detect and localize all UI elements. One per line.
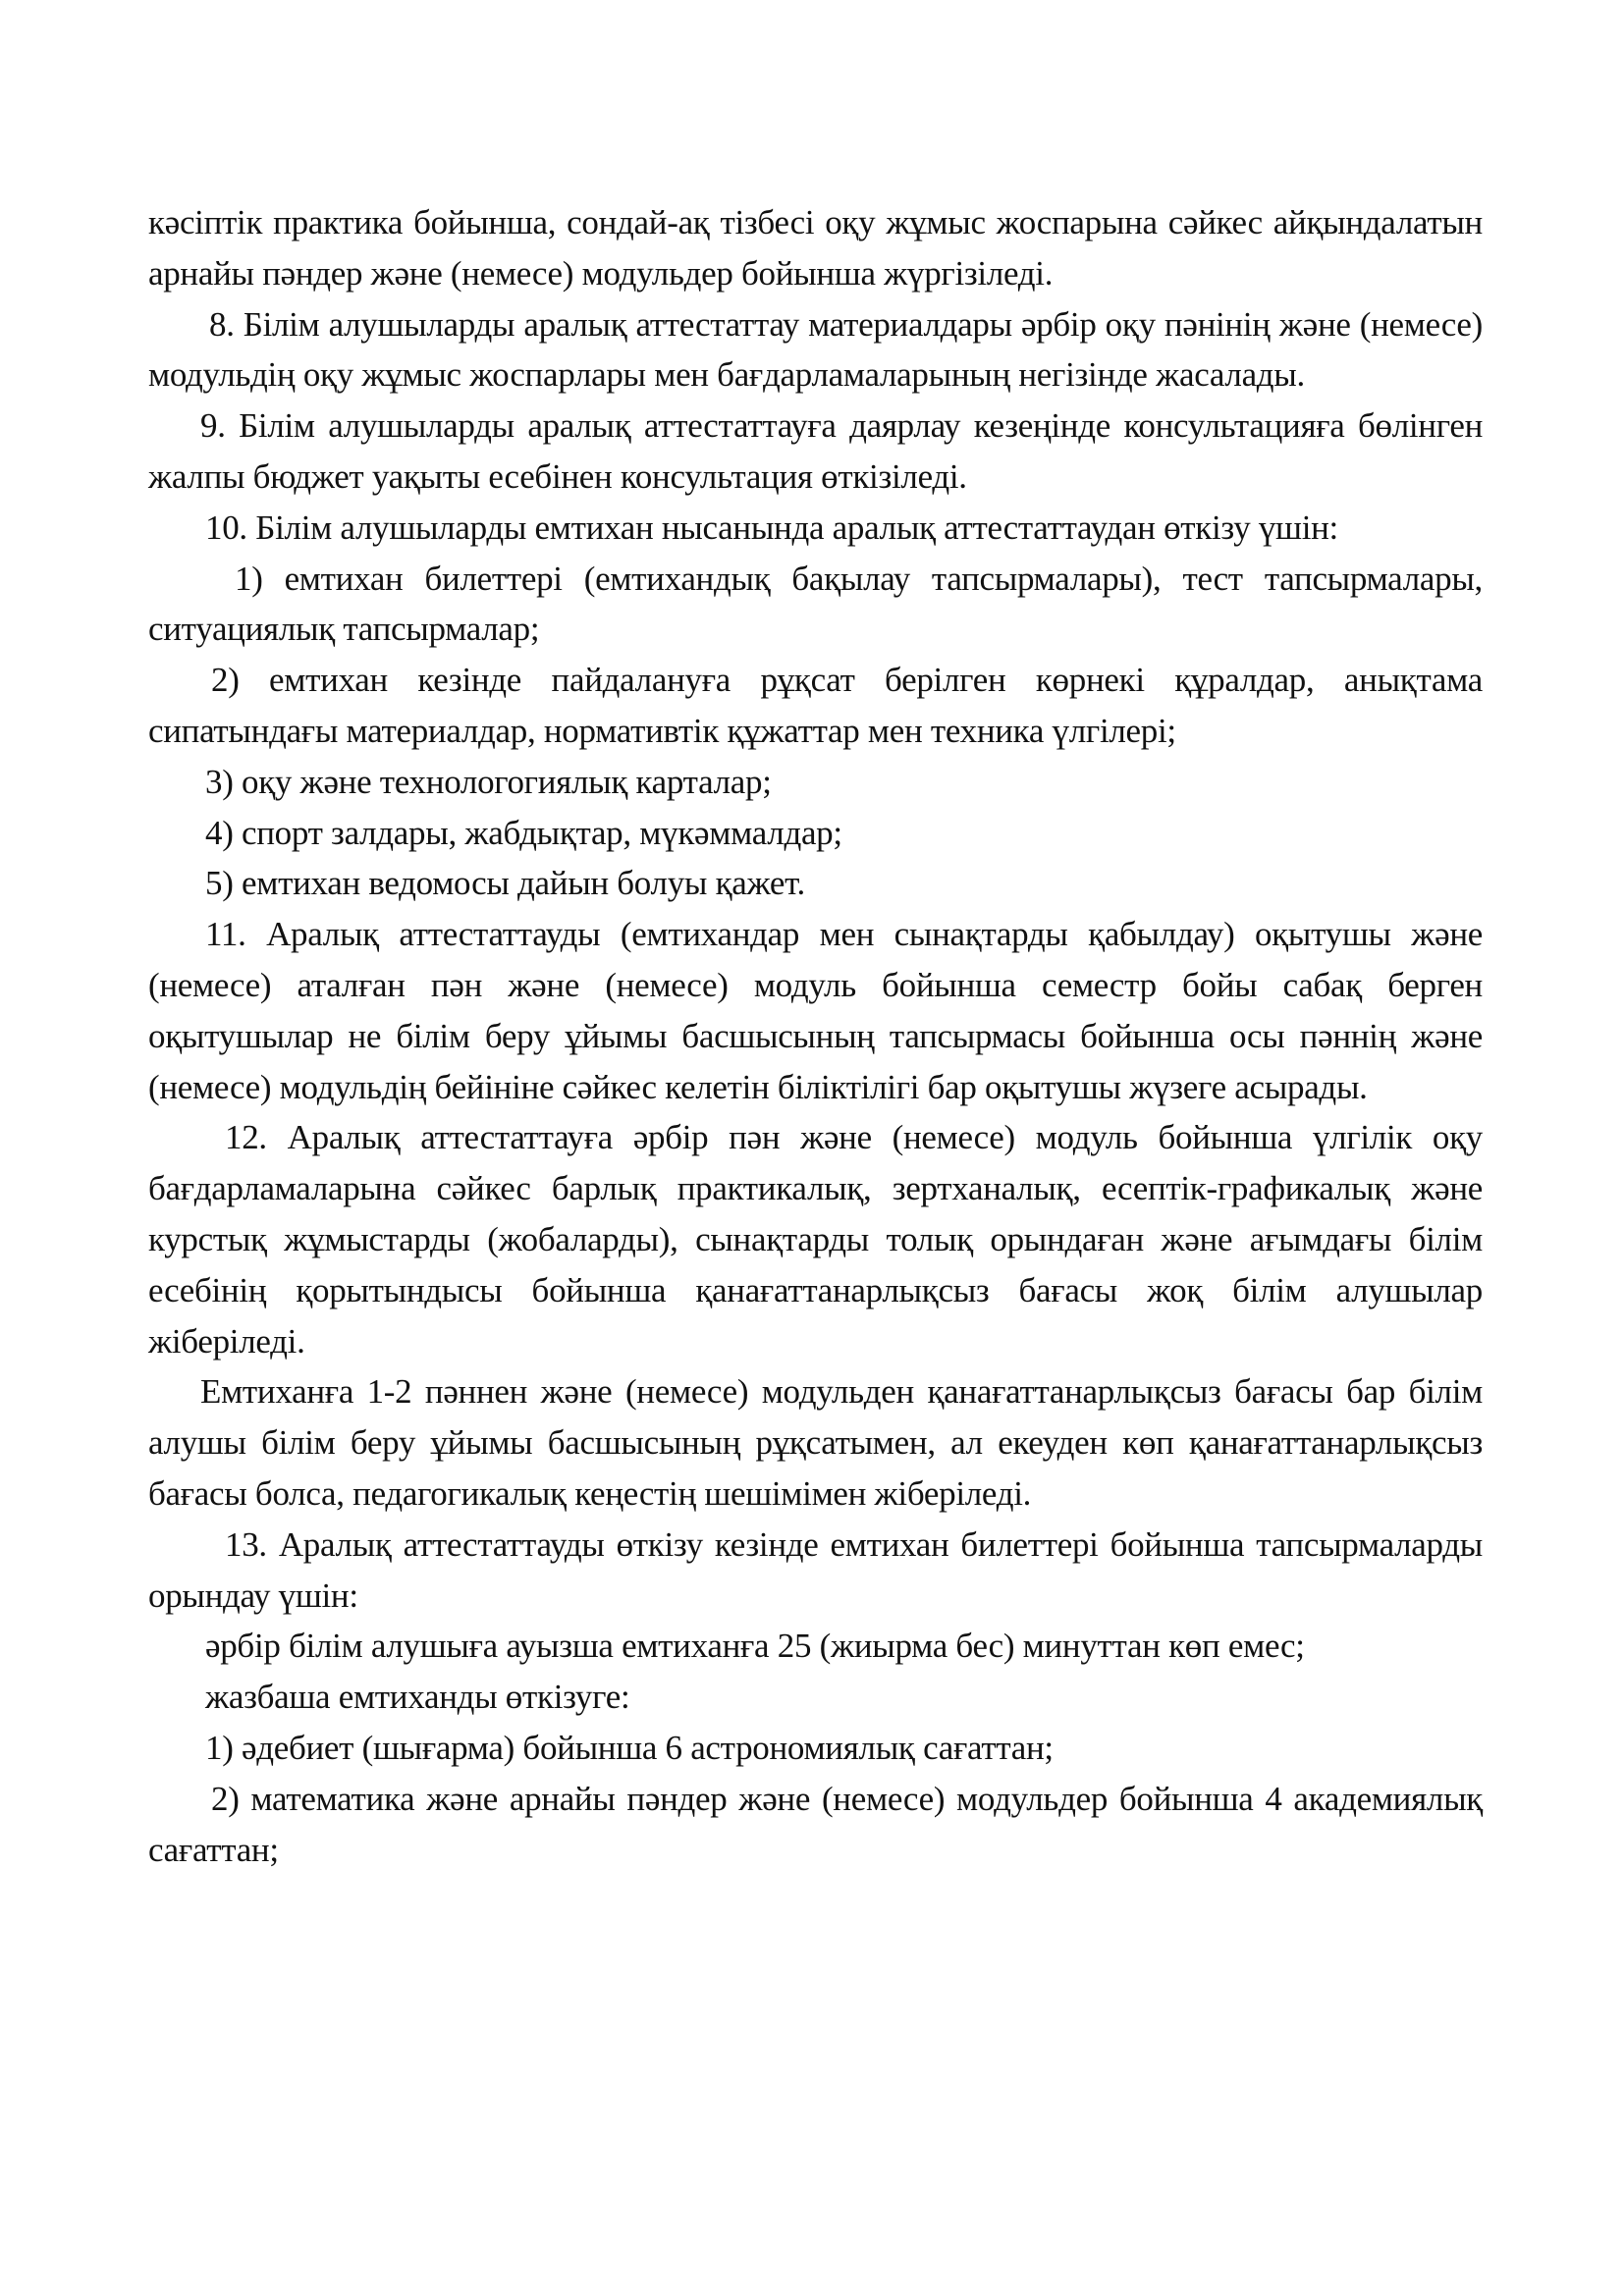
- paragraph-9: 9. Білім алушыларды аралық аттестаттауға даярлау кезеңінде консультацияға бөлінген жалпы бюджет уақыты есебінен консультация өткізіледі.: [148, 406, 1483, 496]
- paragraph-13-item-2: 2) математика және арнайы пәндер және (немесе) модульдер бойынша 4 академиялық сағаттан;: [148, 1779, 1483, 1869]
- paragraph-10-item-4: 4) спорт залдары, жабдықтар, мүкәммалдар;: [205, 813, 842, 852]
- document-page: [148, 197, 1483, 1875]
- paragraph-12-continuation: Емтиханға 1-2 пәннен және (немесе) модульден қанағаттанарлықсыз бағасы бар білім алушы білім беру ұйымы басшысының рұқсатымен, ал екеуден көп қанағаттанарлықсыз бағасы болса, педагогикалық кеңестің шешімімен жіберіледі.: [148, 1372, 1483, 1513]
- paragraph-12: 12. Аралық аттестаттауға әрбір пән және (немесе) модуль бойынша үлгілік оқу бағдарламаларына сәйкес барлық практикалық, зертханалық, есептік-графикалық және курстық жұмыстарды (жобаларды), сынақтарды толық орындаған және ағымдағы білім есебінің қорытындысы бойынша қанағаттанарлықсыз бағасы жоқ білім алушылар жіберіледі.: [148, 1118, 1483, 1361]
- paragraph-10-item-5: 5) емтихан ведомосы дайын болуы қажет.: [205, 864, 805, 903]
- paragraph-13: 13. Аралық аттестаттауды өткізу кезінде емтихан билеттері бойынша тапсырмаларды орындау үшін:: [148, 1524, 1483, 1615]
- paragraph-10: 10. Білім алушыларды емтихан нысанында аралық аттестаттаудан өткізу үшін:: [205, 507, 1338, 547]
- paragraph-8: 8. Білім алушыларды аралық аттестаттау материалдары әрбір оқу пәнінің және (немесе) модульдің оқу жұмыс жоспарлары мен бағдарламаларының негізінде жасалады.: [148, 304, 1483, 395]
- paragraph-10-item-3: 3) оқу және технологогиялық карталар;: [205, 762, 772, 801]
- paragraph-10-item-1: 1) емтихан билеттері (емтихандық бақылау тапсырмалары), тест тапсырмалары, ситуациялық тапсырмалар;: [148, 559, 1483, 649]
- paragraph-11: 11. Аралық аттестаттауды (емтихандар мен сынақтарды қабылдау) оқытушы және (немесе) аталған пән және (немесе) модуль бойынша семестр бойы сабақ берген оқытушылар не білім беру ұйымы басшысының тапсырмасы бойынша осы пәннің және (немесе) модульдің бейініне сәйкес келетін біліктілігі бар оқытушы жүзеге асырады.: [148, 915, 1483, 1106]
- paragraph-13-oral: әрбір білім алушыға ауызша емтиханға 25 (жиырма бес) минуттан көп емес;: [205, 1627, 1305, 1666]
- paragraph-continuation: кәсіптік практика бойынша, сондай-ақ тізбесі оқу жұмыс жоспарына сәйкес айқындалатын арнайы пәндер және (немесе) модульдер бойынша жүргізіледі.: [148, 203, 1483, 293]
- paragraph-13-item-1: 1) әдебиет (шығарма) бойынша 6 астрономиялық сағаттан;: [205, 1728, 1054, 1767]
- paragraph-13-written: жазбаша емтиханды өткізуге:: [205, 1678, 630, 1717]
- paragraph-10-item-2: 2) емтихан кезінде пайдалануға рұқсат берілген көрнекі құралдар, анықтама сипатындағы материалдар, нормативтік құжаттар мен техника үлгілері;: [148, 661, 1483, 750]
